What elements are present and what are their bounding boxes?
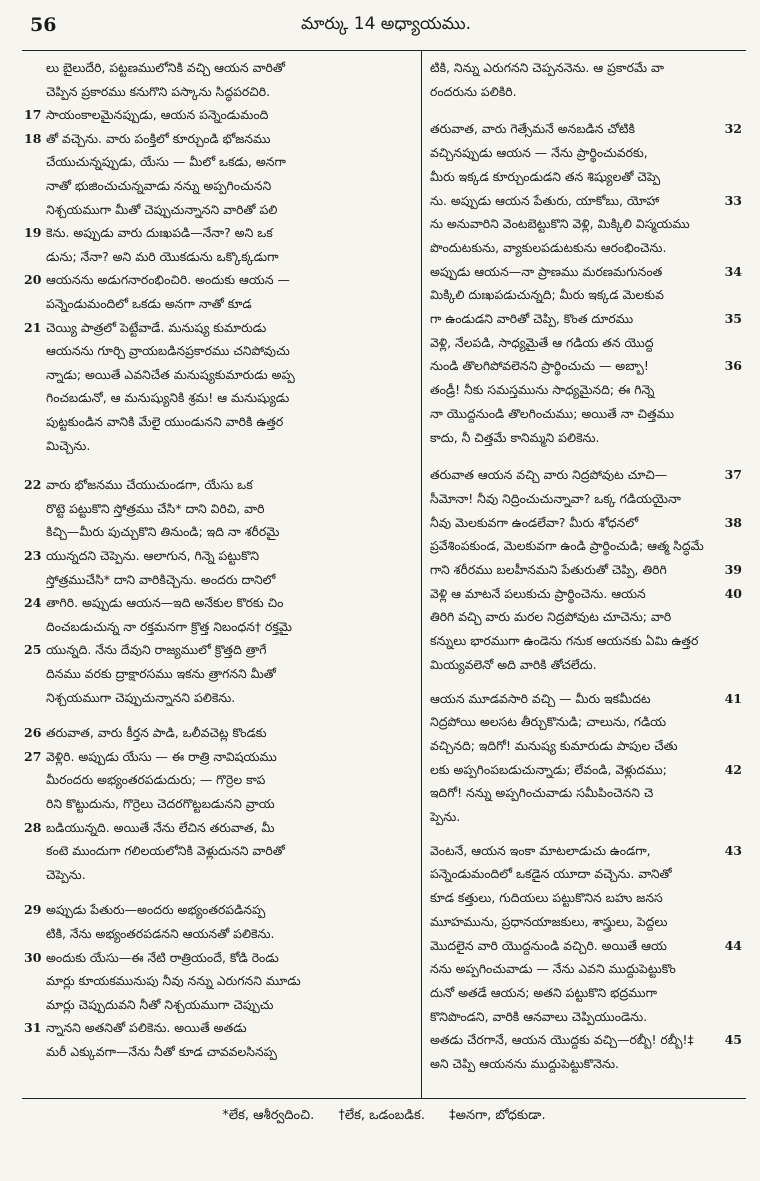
verse-text: లు బైలుదేరి, పట్టణములోనికి వచ్చి ఆయన వారితో	[46, 60, 285, 75]
verse-number: 21	[24, 319, 42, 335]
verse-line	[430, 806, 742, 828]
verse-text: అప్పుడు ఆయన—నా ప్రాణము మరణమగునంత	[430, 263, 663, 279]
verse-line	[430, 464, 742, 486]
verse-line	[430, 935, 742, 957]
verse-text: తరువాత, వారు గెత్సేమనే అనబడిన చోటికి	[430, 121, 635, 137]
verse-number: 37	[725, 464, 742, 486]
verse-number: 26	[24, 725, 42, 741]
verse-text: ఇదిగో! నన్ను అప్పగించువాడు సమీపించెనని చె	[430, 785, 654, 801]
verse-line	[24, 687, 414, 709]
verse-text: గాని శరీరము బలహీనమని పేతురుతో చెప్పి, తిరిగి	[430, 562, 667, 577]
verse-text: నను అప్పగించువాడు — నేను ఎవని ముద్దుపెట్టుకొం	[430, 961, 676, 977]
verse-line	[24, 899, 414, 921]
verse-text: దునో అతడే ఆయన; అతని పట్టుకొని భద్రముగా	[430, 984, 657, 1000]
verse-text: లకు అప్పగింపబడుచున్నాడు; లేవండి, వెళ్లుదము;	[430, 761, 667, 777]
verse-text: మొదలైన వారి యొద్దనుండి వచ్చిరి. అయితే ఆయ	[430, 937, 667, 953]
verse-text: తాగిరి. అప్పుడు ఆయన—ఇది అనేకుల కొరకు చిం	[46, 595, 284, 611]
verse-line	[24, 317, 414, 339]
verse-text: ఆయనను గూర్చి వ్రాయబడినప్రకారము చనిపోవుచు	[46, 343, 290, 359]
verse-text: నిశ్చయముగా మీతో చెప్పుచున్నానని వారితో పలి	[46, 201, 278, 217]
verse-line	[430, 958, 742, 980]
verse-line	[430, 863, 742, 885]
verse-line	[430, 427, 742, 449]
verse-text: ఆయనను అడుగనారంభించిరి. అందుకు ఆయన —	[46, 272, 290, 288]
verse-line	[430, 403, 742, 425]
verse-text: ప్రవేశింపకుండ, మెలకువగా ఉండి ప్రార్థించుడి; ఆత్మ సిద్ధమే	[430, 538, 704, 554]
verse-line	[430, 840, 742, 862]
verse-number: 22	[24, 477, 42, 493]
verse-text: మిచ్చెను.	[46, 437, 91, 453]
running-title: మార్కు 14 అధ్యాయము.	[300, 14, 471, 34]
verse-text: సీమోనా! నీవు నిద్రించుచున్నావా? ఒక్క గడియయైనా	[430, 490, 681, 506]
verse-text: వెంటనే, ఆయన ఇంకా మాటలాడుచు ఉండగా,	[430, 842, 651, 858]
verse-line	[430, 488, 742, 510]
verse-text: కొనిపొండని, వారికి ఆనవాలు చెప్పియుండెను.	[430, 1008, 648, 1024]
verse-text: ను అనువారిని వెంటబెట్టుకొని వెళ్లి, మిక్కిలి విస్మయము	[430, 216, 690, 232]
verse-line	[24, 387, 414, 409]
verse-line	[430, 118, 742, 140]
verse-line	[430, 213, 742, 235]
text-frame	[22, 50, 746, 1099]
verse-text: టికి, నిన్ను ఎరుగనని చెప్పననెను. ఆ ప్రకారమే వా	[430, 60, 665, 75]
verse-line	[430, 688, 742, 710]
verse-number: 25	[24, 642, 42, 658]
verse-line	[430, 237, 742, 259]
verse-text: పన్నెండుమందిలో ఒకడు అనగా నాతో కూడ	[46, 296, 252, 311]
verse-text: మార్లు కూయకమునుపు నీవు నన్ను ఎరుగనని మూడు	[46, 973, 301, 989]
verse-text: మీరు ఇక్కడ కూర్చుండుడని తన శిష్యులతో చెప్పె	[430, 168, 661, 184]
verse-text: మార్లు చెప్పుదువని నీతో నిశ్చయముగా చెప్పుచు	[46, 996, 274, 1012]
verse-line	[24, 81, 414, 103]
verse-text: నీవు మెలకువగా ఉండలేవా? మీరు శోధనలో	[430, 514, 639, 530]
verse-text: బడియున్నది. అయితే నేను లేచిన తరువాత, మీ	[46, 819, 275, 835]
verse-number: 35	[725, 308, 742, 330]
verse-line	[24, 592, 414, 614]
verse-line	[24, 569, 414, 591]
verse-text: పన్నెండుమందిలో ఒకడైన యూదా వచ్చెను. వానితో	[430, 866, 672, 882]
verse-text: పొందుటకును, వ్యాకులపడుటకును ఆరంభించెను.	[430, 239, 667, 255]
verse-text: రందరును పలికిరి.	[430, 83, 517, 99]
verse-line	[24, 840, 414, 862]
verse-line	[24, 864, 414, 886]
verse-line	[24, 616, 414, 638]
verse-line	[430, 261, 742, 283]
verse-line	[24, 293, 414, 315]
verse-text: కూడ కత్తులు, గుదియలు పట్టుకొనిన బహు జనస	[430, 890, 663, 906]
verse-line	[430, 759, 742, 781]
footnotes	[22, 1108, 746, 1134]
verse-text: నిశ్చయముగా చెప్పుచున్నానని పలికెను.	[46, 689, 236, 705]
verse-line	[430, 190, 742, 212]
verse-text: మీరందరు అభ్యంతరపడుదురు; — గొర్రెల కాప	[46, 772, 266, 788]
right-column	[430, 51, 742, 1098]
verse-number: 19	[24, 225, 42, 241]
verse-number: 36	[725, 355, 742, 377]
verse-line	[24, 994, 414, 1016]
verse-text: నుండి తొలగిపోవలెనని ప్రార్థించుచు — అబ్బా!	[430, 358, 649, 374]
verse-text: చేయుచున్నప్పుడు, యేసు — మీలో ఒకడు, అనగా	[46, 154, 286, 170]
verse-number: 40	[725, 583, 742, 605]
verse-line	[430, 654, 742, 676]
verse-line	[24, 639, 414, 661]
verse-line	[430, 583, 742, 605]
verse-number: 31	[24, 1020, 42, 1036]
verse-text: యున్నదని చెప్పెను. ఆలాగున, గిన్నె పట్టుకొని	[46, 548, 260, 563]
verse-line	[24, 411, 414, 433]
verse-number: 27	[24, 748, 42, 764]
verse-text: కిచ్చి—మీరు పుచ్చుకొని తినుండి; ఇది నా శరీరమై	[46, 524, 280, 540]
verse-number: 43	[725, 840, 742, 862]
verse-line	[430, 1029, 742, 1051]
verse-text: ఆయన మూడవసారి వచ్చి — మీరు ఇకమీదట	[430, 690, 651, 706]
verse-text: తో వచ్చెను. వారు పంక్తిలో కూర్చుండి భోజనము	[46, 130, 271, 146]
verse-line	[430, 1006, 742, 1028]
verse-line	[24, 970, 414, 992]
verse-line	[430, 1053, 742, 1075]
left-column	[24, 51, 414, 1098]
verse-text: గా ఉండుడని వారితో చెప్పి, కొంత దూరము	[430, 311, 634, 326]
verse-line	[430, 606, 742, 628]
verse-line	[24, 1041, 414, 1063]
verse-line	[24, 435, 414, 457]
verse-text: తరువాత ఆయన వచ్చి వారు నిద్రపోవుట చూచి—	[430, 467, 668, 483]
verse-text: వచ్చినప్పుడు ఆయన — నేను ప్రార్థించువరకు,	[430, 145, 648, 161]
verse-text: నా యొద్దనుండి తొలగించుము; అయితే నా చిత్తము	[430, 405, 675, 421]
verse-line	[430, 559, 742, 581]
verse-number: 38	[725, 512, 742, 534]
verse-text: న్నానని అతనితో పలికెను. అయితే అతడు	[46, 1020, 247, 1036]
verse-line	[24, 521, 414, 543]
verse-line	[24, 722, 414, 744]
verse-line	[430, 166, 742, 188]
verse-line	[24, 769, 414, 791]
verse-text: కన్నులు భారముగా ఉండెను గనుక ఆయనకు ఏమి ఉత్తర	[430, 633, 699, 649]
verse-line	[24, 746, 414, 768]
verse-text: చెయ్యి పాత్రలో పెట్టేవాడే. మనుష్య కుమారుడు	[46, 319, 267, 335]
page-number: 56	[30, 14, 57, 36]
verse-line	[430, 982, 742, 1004]
verse-line	[24, 817, 414, 839]
verse-text: వారు భోజనము చేయుచుండగా, యేసు ఒక	[46, 477, 253, 493]
verse-line	[24, 947, 414, 969]
verse-text: వెళ్లిరి. అప్పుడు యేసు — ఈ రాత్రి నావిషయము	[46, 748, 277, 764]
verse-line	[24, 793, 414, 815]
verse-number: 39	[725, 559, 742, 581]
verse-text: పుట్టకుండిన వానికి మేలై యుండునని వారికి ఉత్తర	[46, 414, 284, 429]
verse-number: 30	[24, 949, 42, 965]
verse-text: వెళ్లి, నేలపడి, సాధ్యమైతే ఆ గడియ తన యొద్ద	[430, 334, 654, 350]
verse-line	[430, 711, 742, 733]
verse-text: నిద్రపోయి అలసట తీర్చుకొనుడి; చాలును, గడియ	[430, 714, 667, 730]
verse-line	[24, 663, 414, 685]
verse-number: 34	[725, 261, 742, 283]
verse-line	[24, 269, 414, 291]
verse-line	[24, 474, 414, 496]
footnote: †లేక, ఒడంబడిక.	[338, 1108, 425, 1123]
verse-text: వెళ్లి ఆ మాటనే పలుకుచు ప్రార్థించెను. ఆయన	[430, 585, 646, 601]
verse-line	[24, 175, 414, 197]
verse-line	[430, 57, 742, 79]
verse-line	[430, 735, 742, 757]
verse-text: దినము వరకు ద్రాక్షారసము ఇకను త్రాగనని మీతో	[46, 666, 276, 681]
verse-line	[430, 332, 742, 354]
verse-number: 42	[725, 759, 742, 781]
verse-text: అప్పుడు పేతురు—అందరు అభ్యంతరపడినప్ప	[46, 902, 266, 918]
verse-number: 18	[24, 130, 42, 146]
verse-text: అందుకు యేసు—ఈ నేటి రాత్రియందే, కోడి రెండు	[46, 949, 279, 965]
verse-number: 32	[725, 118, 742, 140]
verse-text: మిక్కిలి దుఃఖపడుచున్నది; మీరు ఇక్కడ మెలకువ	[430, 287, 664, 303]
verse-number: 41	[725, 688, 742, 710]
verse-number: 44	[725, 935, 742, 957]
verse-text: దించబడుచున్న నా రక్తమనగా క్రొత్త నిబంధన† రక్తమై	[46, 618, 292, 634]
verse-text: న్నాడు; అయితే ఎవనిచేత మనుష్యకుమారుడు అప్ప	[46, 366, 295, 382]
verse-line	[24, 498, 414, 520]
verse-number: 20	[24, 272, 42, 288]
verse-line	[430, 308, 742, 330]
verse-line	[24, 57, 414, 79]
verse-number: 45	[725, 1029, 742, 1051]
verse-text: రొట్టె పట్టుకొని స్తోత్రము చేసి* దాని విరిచి, వారి	[46, 500, 265, 516]
verse-text: అతడు చేరగానే, ఆయన యొద్దకు వచ్చి—రబ్బీ! రబ్బీ!‡	[430, 1032, 694, 1048]
verse-line	[24, 340, 414, 362]
verse-line	[430, 630, 742, 652]
verse-line	[24, 1017, 414, 1039]
verse-text: గించబడునో, ఆ మనుష్యునికి శ్రమ! ఆ మనుష్యుడు	[46, 390, 290, 406]
verse-line	[24, 246, 414, 268]
verse-text: యున్నది. నేను దేవుని రాజ్యములో క్రొత్తది త్రాగే	[46, 642, 267, 658]
verse-line	[24, 104, 414, 126]
verse-line	[24, 151, 414, 173]
verse-number: 29	[24, 902, 42, 918]
verse-line	[430, 355, 742, 377]
verse-text: కంటె ముందుగా గలిలయలోనికి వెళ్లుదునని వారితో	[46, 843, 285, 859]
verse-text: నాతో భుజించుచున్నవాడు నన్ను అప్పగించునని	[46, 178, 272, 193]
verse-text: కెను. అప్పుడు వారు దుఃఖపడి—నేనా? అని ఒక	[46, 225, 273, 241]
verse-number: 17	[24, 107, 42, 123]
verse-text: వచ్చినది; ఇదిగో! మనుష్య కుమారుడు పాపుల చేతు	[430, 737, 678, 753]
verse-text: తరువాత, వారు కీర్తన పాడి, ఒలీవచెట్ల కొండకు	[46, 725, 267, 741]
verse-text: తిరిగి వచ్చి వారు మరల నిద్రపోవుట చూచెను; వారి	[430, 609, 672, 625]
verse-text: రిని కొట్టుదును, గొర్రెలు చెదరగొట్టబడునని వ్రాయ	[46, 796, 275, 811]
verse-text: ప్పెను.	[430, 809, 461, 824]
verse-number: 24	[24, 595, 42, 611]
verse-line	[430, 142, 742, 164]
verse-text: కాదు, నీ చిత్తమే కానిమ్మని పలికెను.	[430, 429, 600, 445]
verse-line	[430, 911, 742, 933]
verse-line	[430, 512, 742, 534]
verse-number: 33	[725, 190, 742, 212]
verse-text: టికి, నేను అభ్యంతరపడనని ఆయనతో పలికెను.	[46, 926, 275, 941]
verse-line	[24, 222, 414, 244]
verse-line	[430, 782, 742, 804]
verse-line	[24, 923, 414, 945]
footnote: ‡అనగా, బోధకుడా.	[449, 1108, 546, 1123]
verse-line	[430, 81, 742, 103]
verse-line	[430, 284, 742, 306]
verse-number: 23	[24, 548, 42, 563]
verse-line	[430, 887, 742, 909]
verse-text: సాయంకాలమైనప్పుడు, ఆయన పన్నెండుమంది	[46, 107, 269, 123]
verse-line	[24, 545, 414, 567]
verse-text: మూహమును, ప్రధానయాజకులు, శాస్త్రులు, పెద్దలు	[430, 913, 668, 929]
verse-line	[24, 199, 414, 221]
verse-line	[24, 128, 414, 150]
verse-text: ను. అప్పుడు ఆయన పేతురు, యాకోబు, యోహా	[430, 192, 660, 208]
verse-line	[430, 535, 742, 557]
column-divider	[421, 51, 422, 1098]
verse-text: మరీ ఎక్కువగా—నేను నీతో కూడ చావవలసినప్ప	[46, 1044, 277, 1059]
verse-text: తండ్రీ! నీకు సమస్తమును సాధ్యమైనది; ఈ గిన్నె	[430, 382, 655, 398]
verse-line	[430, 379, 742, 401]
verse-text: చెప్పెను.	[46, 866, 86, 882]
verse-number: 28	[24, 819, 42, 835]
verse-text: అని చెప్పి ఆయనను ముద్దుపెట్టుకొనెను.	[430, 1056, 619, 1071]
verse-text: డును; నేనా? అని మరి యొకడును ఒక్కొక్కడుగా	[46, 248, 279, 264]
footnote: *లేక, ఆశీర్వదించి.	[222, 1108, 315, 1123]
page-header	[22, 10, 750, 44]
verse-text: చెప్పిన ప్రకారము కనుగొని పస్కాను సిద్ధపరచిరి.	[46, 83, 271, 99]
verse-text: స్తోత్రముచేసి* దాని వారికిచ్చెను. అందరు దానిలో	[46, 571, 276, 587]
verse-text: మియ్యవలెనో అది వారికి తోచలేదు.	[430, 656, 597, 672]
verse-line	[24, 364, 414, 386]
